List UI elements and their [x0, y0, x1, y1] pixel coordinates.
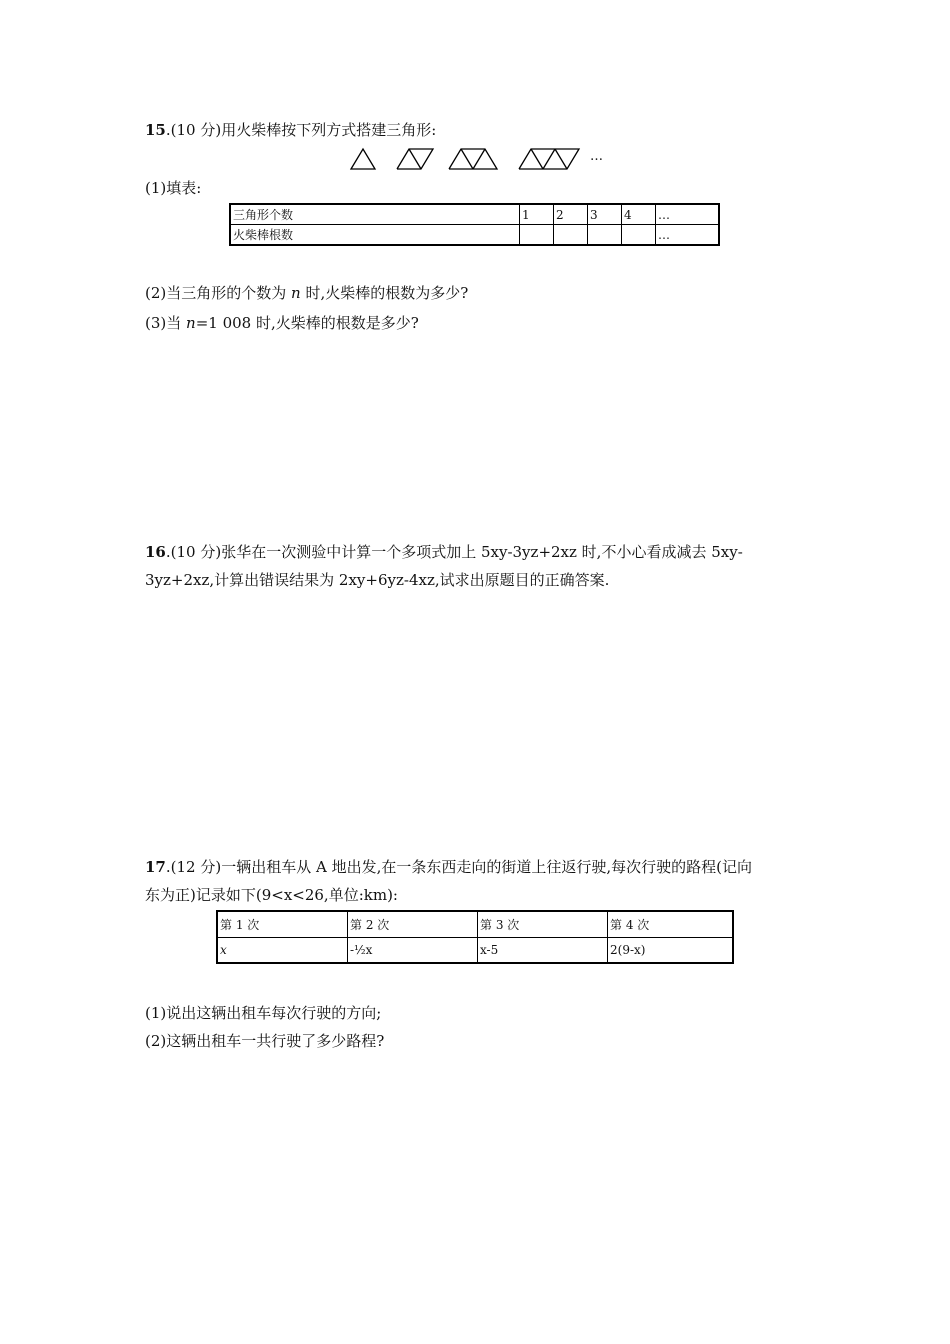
- table-cell[interactable]: [520, 225, 554, 246]
- table-row: [230, 225, 719, 246]
- table-cell: -½x: [348, 937, 478, 963]
- q15-number: 15: [145, 121, 166, 139]
- table-cell: …: [656, 204, 720, 225]
- table-cell: 1: [520, 204, 554, 225]
- q15-title: [145, 120, 436, 140]
- table-header: 第 3 次: [478, 911, 608, 937]
- q17-table: [216, 910, 734, 964]
- table-row: [230, 204, 719, 225]
- table-cell[interactable]: [554, 225, 588, 246]
- q17-line2: 东为正)记录如下(9<x<26,单位:km):: [145, 886, 398, 904]
- q16-line1: 16.(10 分)张华在一次测验中计算一个多项式加上 5xy-3yz+2xz 时,不小心看成减去 5xy-: [145, 543, 743, 561]
- table-cell: x-5: [478, 937, 608, 963]
- table-cell: 2(9-x): [608, 937, 734, 963]
- table-row: [217, 937, 733, 963]
- q17-number: 17: [145, 858, 166, 876]
- q17-line1: 17.(12 分)一辆出租车从 A 地出发,在一条东西走向的街道上往返行驶,每次行驶的路程(记向: [145, 858, 752, 876]
- row-label: 三角形个数: [230, 204, 520, 225]
- q17-part2: (2)这辆出租车一共行驶了多少路程?: [145, 1032, 385, 1050]
- q17-part1: (1)说出这辆出租车每次行驶的方向;: [145, 1004, 382, 1022]
- table-cell: x: [217, 937, 348, 963]
- triangle-shape: [449, 149, 497, 169]
- q15-part1: (1)填表:: [145, 179, 202, 197]
- table-row: [217, 911, 733, 937]
- table-cell[interactable]: [588, 225, 622, 246]
- q15-part3: (3)当 n=1 008 时,火柴棒的根数是多少?: [145, 314, 419, 332]
- q15-part2: (2)当三角形的个数为 n 时,火柴棒的根数为多少?: [145, 284, 469, 302]
- table-cell: …: [656, 225, 720, 246]
- table-cell: 3: [588, 204, 622, 225]
- table-header: 第 1 次: [217, 911, 348, 937]
- q15-text: .(10 分)用火柴棒按下列方式搭建三角形:: [165, 121, 437, 139]
- triangle-shape: [351, 149, 375, 169]
- q16-number: 16: [145, 543, 166, 561]
- q15-table: [229, 203, 720, 246]
- table-header: 第 2 次: [348, 911, 478, 937]
- q16-line2: 3yz+2xz,计算出错误结果为 2xy+6yz-4xz,试求出原题目的正确答案.: [145, 571, 610, 589]
- table-cell: 4: [622, 204, 656, 225]
- row-label: 火柴棒根数: [230, 225, 520, 246]
- table-cell: 2: [554, 204, 588, 225]
- table-header: 第 4 次: [608, 911, 734, 937]
- table-cell[interactable]: [622, 225, 656, 246]
- figure-ellipsis: …: [590, 149, 603, 164]
- triangle-figures: [345, 145, 615, 173]
